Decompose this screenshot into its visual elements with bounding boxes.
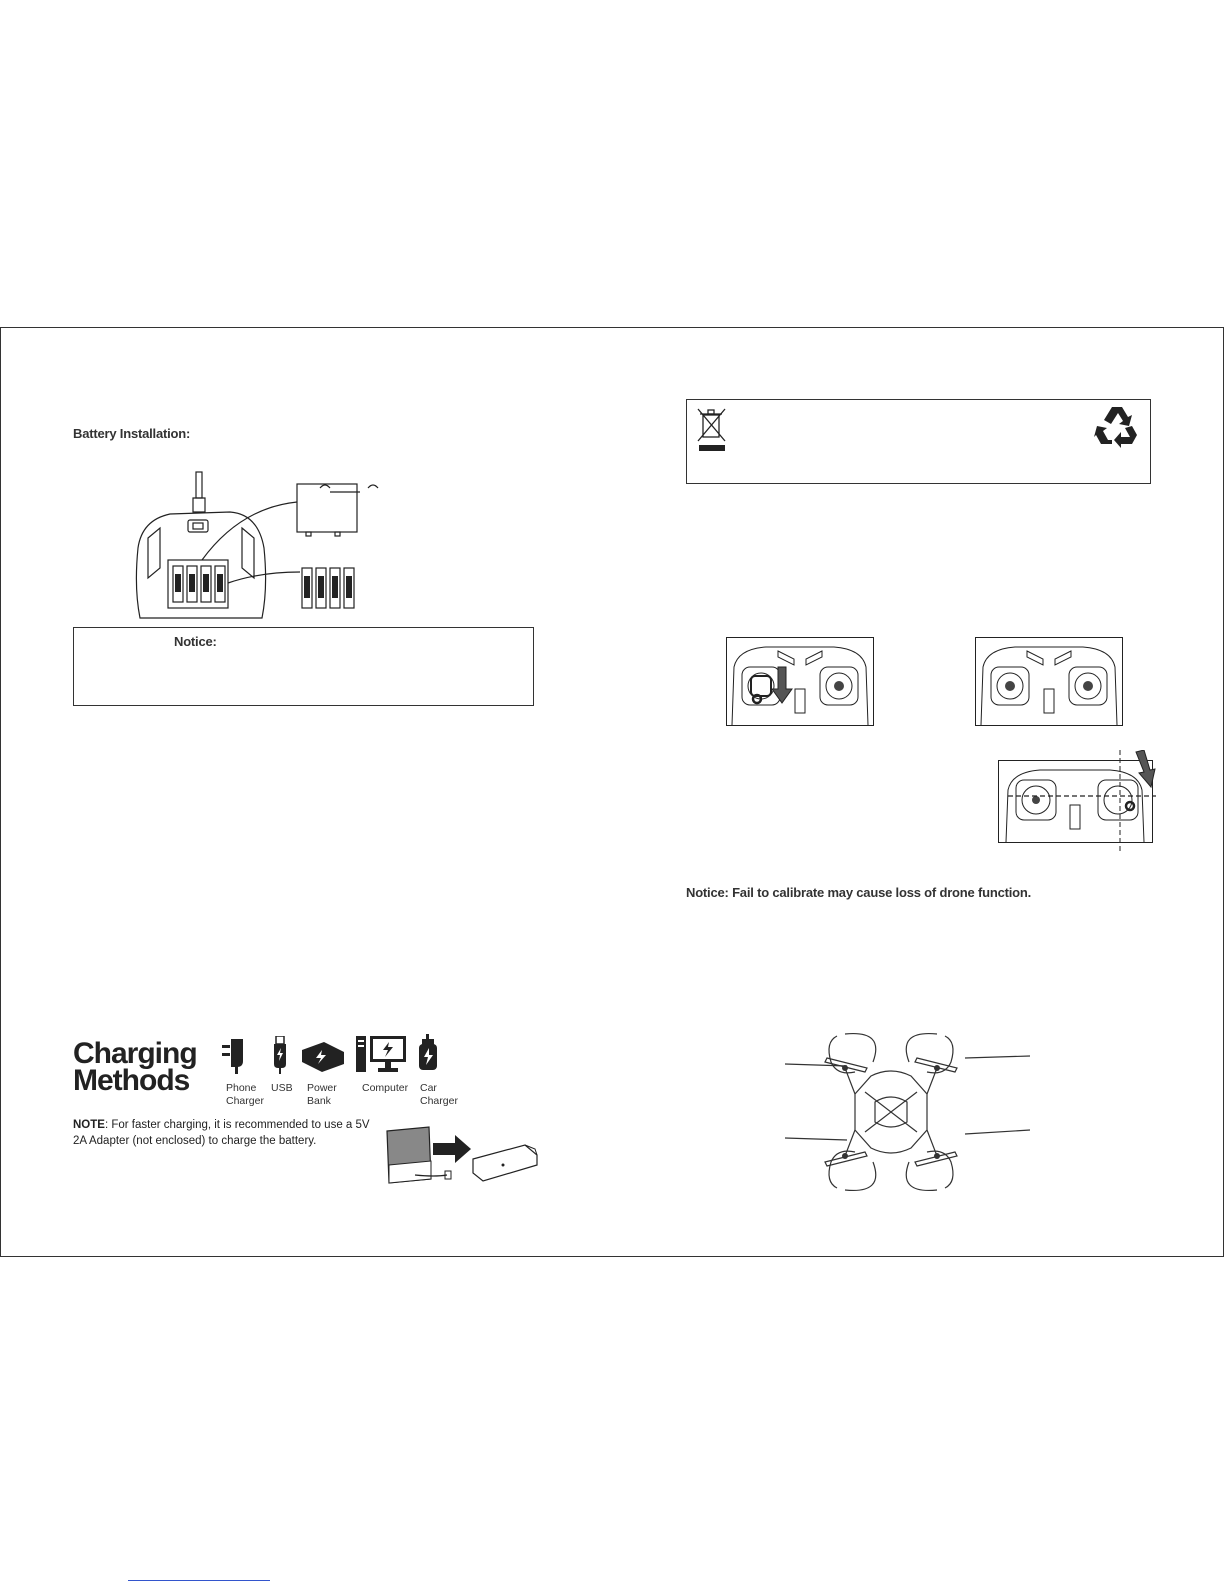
caption-usb: USB: [271, 1082, 293, 1094]
recycle-icon: [1094, 404, 1140, 448]
charging-methods-title: [73, 1037, 197, 1097]
calibration-step2-diagram: [975, 637, 1123, 726]
calibrate-notice: Notice: Fail to calibrate may cause loss of drone function.: [686, 885, 1032, 900]
charging-title-line2: Methods: [73, 1064, 190, 1097]
caption-phone-charger: Phone Charger: [226, 1082, 264, 1107]
phone-charger-icon: [222, 1037, 246, 1075]
usb-icon: [272, 1036, 288, 1074]
controller-battery-diagram: [130, 468, 400, 628]
note-text: : For faster charging, it is recommended to use a 5V 2A Adapter (not enclosed) to charge the battery.: [73, 1119, 370, 1147]
weee-disposal-box: [686, 399, 1151, 484]
caption-power-bank: Power Bank: [307, 1082, 337, 1107]
crossed-bin-icon: [697, 405, 727, 455]
battery-usb-charging-illustration: [385, 1125, 545, 1193]
calibration-step1-diagram: [726, 637, 874, 726]
charging-note: [73, 1117, 373, 1149]
caption-car-charger: Car Charger: [420, 1082, 458, 1107]
notice-label: Notice:: [174, 634, 217, 649]
battery-notice-box: [73, 627, 534, 706]
charging-title-line1: Charging: [73, 1037, 197, 1070]
calibration-step3-diagram: [998, 750, 1160, 852]
drone-propeller-diagram: [785, 1032, 1040, 1192]
battery-installation-heading: Battery Installation:: [73, 426, 191, 441]
footer-link-underline[interactable]: [128, 1580, 270, 1581]
caption-computer: Computer: [362, 1082, 409, 1094]
car-charger-icon: [418, 1034, 440, 1074]
computer-icon: [356, 1036, 408, 1074]
note-label: NOTE: [73, 1119, 105, 1131]
power-bank-icon: [300, 1040, 346, 1074]
